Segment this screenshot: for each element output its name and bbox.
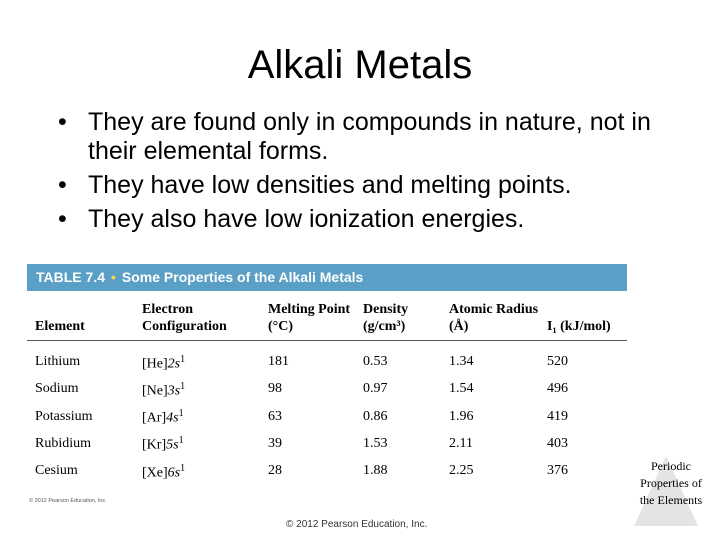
- electron-count: 1: [178, 408, 184, 420]
- electron-count: 1: [180, 354, 186, 365]
- electron-configuration: $[Ne]3s^1$: [142, 381, 186, 399]
- ionization-energy: 419: [547, 408, 568, 424]
- valence-orbital: 4s: [166, 410, 179, 426]
- atomic-radius: 1.96: [449, 408, 474, 424]
- electron-count: 1: [178, 435, 184, 447]
- noble-gas-core: Ar: [146, 410, 162, 426]
- column-header: Electron Configuration: [134, 291, 260, 341]
- table-row: [27, 376, 627, 403]
- atomic-radius: 1.34: [449, 354, 474, 370]
- bullet-list: [56, 108, 696, 239]
- table-row: [27, 403, 627, 430]
- atomic-radius: 1.54: [449, 381, 474, 397]
- electron-configuration: $[Kr]5s^1$: [142, 435, 184, 454]
- element-name: Potassium: [35, 408, 93, 424]
- ionization-energy: 376: [547, 462, 568, 478]
- valence-orbital: 6s: [167, 465, 181, 481]
- melting-point: 181: [268, 354, 289, 370]
- column-header: Melting Point (°C): [260, 291, 355, 341]
- density: 0.86: [363, 408, 388, 424]
- table-number: TABLE 7.4: [36, 269, 105, 285]
- bullet-text: They also have low ionization energies.: [88, 205, 525, 233]
- bullet-item: [56, 171, 696, 200]
- bullet-item: [56, 205, 696, 234]
- table-credit: © 2012 Pearson Education, Inc.: [29, 497, 107, 504]
- noble-gas-core: Kr: [146, 438, 162, 454]
- density: 1.53: [363, 435, 388, 451]
- electron-configuration: $[Ar]4s^1$: [142, 408, 184, 426]
- column-header: Atomic Radius (Å): [441, 291, 539, 341]
- density: 1.88: [363, 462, 388, 478]
- table-row: [27, 458, 627, 485]
- footer-credit: © 2012 Pearson Education, Inc.: [286, 519, 428, 530]
- bullet-marker: •: [58, 205, 67, 233]
- valence-orbital: 3s: [167, 383, 181, 399]
- bullet-text: They have low densities and melting points.: [88, 171, 572, 199]
- element-name: Rubidium: [35, 435, 92, 451]
- table-header-row: [27, 291, 627, 341]
- table-title: Some Properties of the Alkali Metals: [121, 269, 364, 285]
- slide-title: Alkali Metals: [247, 43, 473, 87]
- ionization-energy: 496: [547, 381, 568, 397]
- electron-count: 1: [180, 462, 186, 474]
- density: 0.97: [363, 381, 388, 397]
- electron-count: 1: [180, 381, 186, 393]
- noble-gas-core: Xe: [146, 465, 163, 481]
- melting-point: 98: [268, 381, 282, 397]
- table-body: [27, 341, 627, 485]
- caption-separator: •: [110, 269, 116, 285]
- column-header: Density (g/cm³): [355, 291, 441, 341]
- column-header: I₁ (kJ/mol): [539, 291, 627, 341]
- bullet-text: They are found only in compounds in nature, not in their elemental forms.: [88, 108, 651, 165]
- electron-configuration: $[Xe]6s^1$: [142, 462, 186, 481]
- corner-section-label: Periodic Properties of the Elements: [639, 459, 703, 507]
- table-row: [27, 341, 627, 377]
- element-name: Sodium: [35, 381, 79, 397]
- melting-point: 28: [268, 462, 282, 478]
- properties-table: [27, 291, 627, 485]
- density: 0.53: [363, 354, 388, 370]
- melting-point: 63: [268, 408, 282, 424]
- table-caption: [27, 264, 627, 291]
- atomic-radius: 2.25: [449, 462, 474, 478]
- ionization-energy: 520: [547, 354, 568, 370]
- bullet-item: [56, 108, 696, 166]
- atomic-radius: 2.11: [449, 435, 473, 451]
- element-name: Cesium: [35, 462, 78, 478]
- bullet-marker: •: [58, 171, 67, 199]
- noble-gas-core: He: [146, 356, 163, 372]
- properties-table-figure: [27, 264, 627, 504]
- melting-point: 39: [268, 435, 282, 451]
- noble-gas-core: Ne: [146, 383, 163, 399]
- bullet-marker: •: [58, 108, 67, 136]
- valence-orbital: 2s: [167, 356, 181, 372]
- ionization-energy: 403: [547, 435, 568, 451]
- column-header: Element: [27, 291, 134, 341]
- electron-configuration: $[He]2s^1$: [142, 354, 186, 372]
- table-row: [27, 430, 627, 457]
- element-name: Lithium: [35, 354, 81, 370]
- valence-orbital: 5s: [166, 438, 179, 454]
